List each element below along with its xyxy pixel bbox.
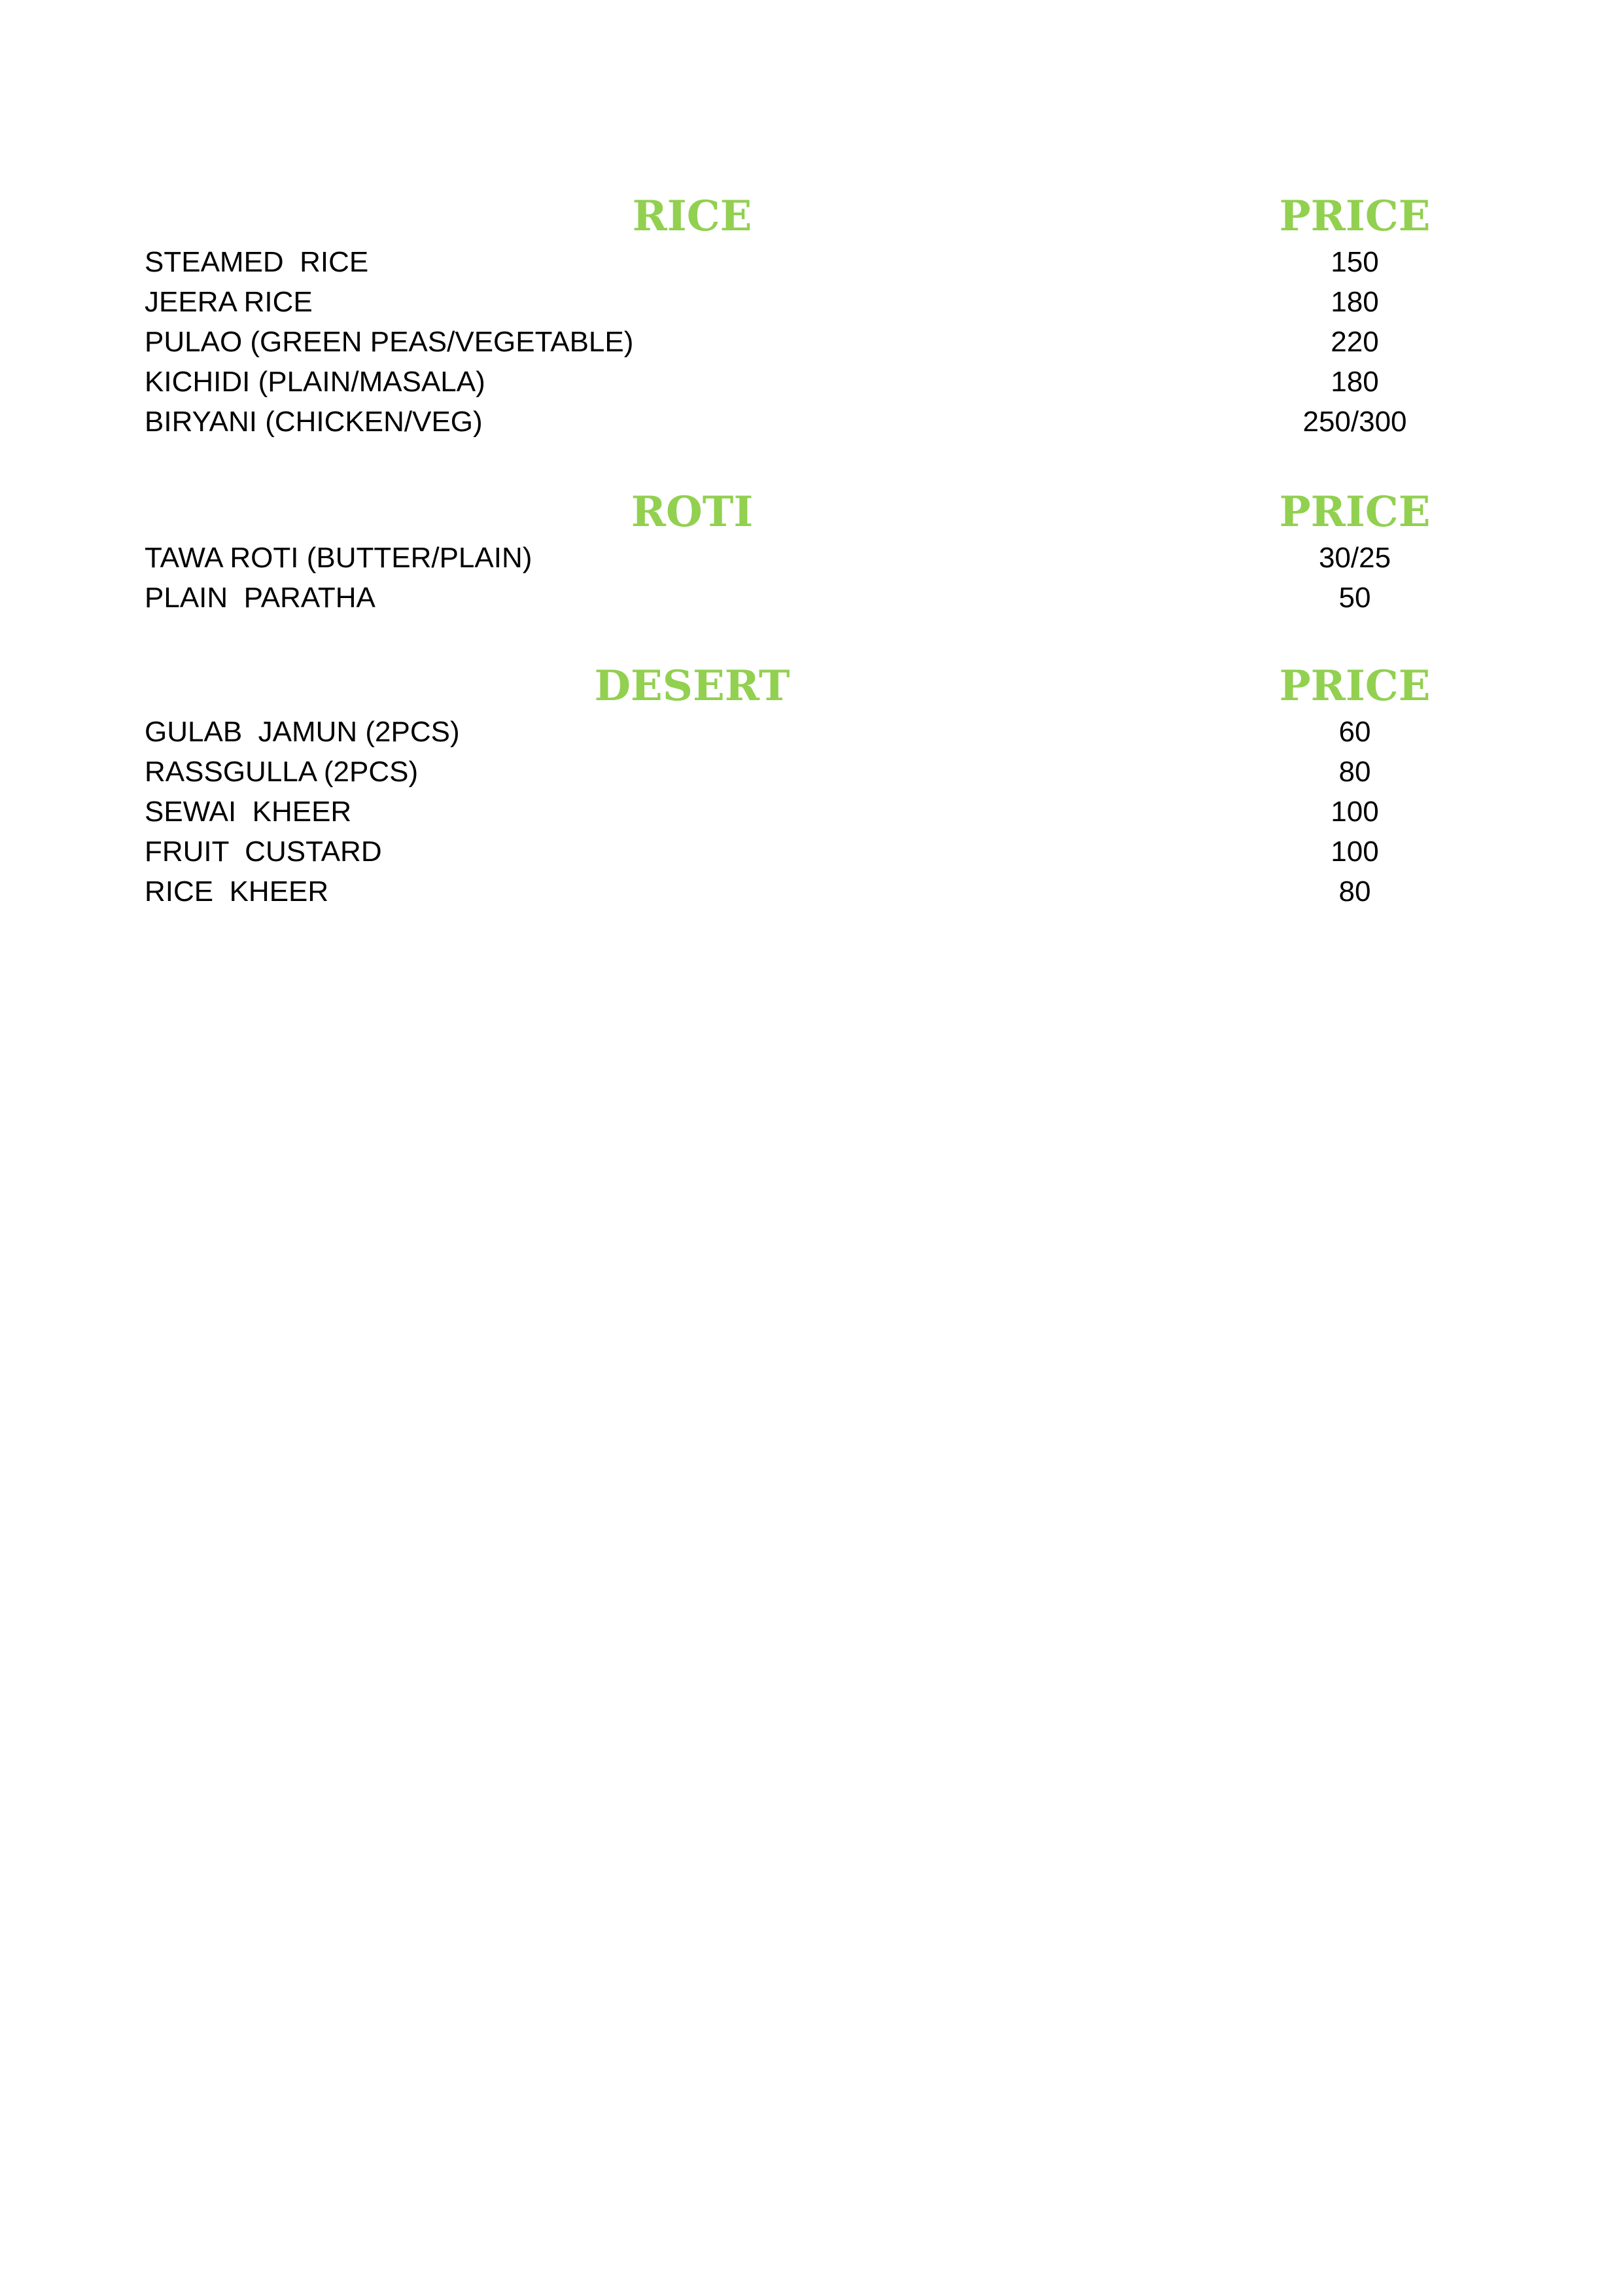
section-roti xyxy=(0,487,1623,618)
item-name: SEWAI KHEER xyxy=(145,796,352,828)
item-name: JEERA RICE xyxy=(145,286,313,318)
menu-item-row xyxy=(0,402,1623,442)
menu-item-row xyxy=(0,832,1623,872)
section-title: DESERT xyxy=(594,662,790,711)
item-name: BIRYANI (CHICKEN/VEG) xyxy=(145,406,483,438)
item-price: 150 xyxy=(1331,246,1379,278)
section-title: ROTI xyxy=(631,487,754,537)
menu-item-row xyxy=(0,752,1623,792)
menu-item-row xyxy=(0,282,1623,322)
item-name: STEAMED RICE xyxy=(145,246,369,278)
item-price: 30/25 xyxy=(1318,542,1391,574)
item-name: KICHIDI (PLAIN/MASALA) xyxy=(145,366,485,398)
item-name: GULAB JAMUN (2PCS) xyxy=(145,716,460,748)
item-name: PLAIN PARATHA xyxy=(145,582,375,614)
item-price: 50 xyxy=(1338,582,1371,614)
item-name: PULAO (GREEN PEAS/VEGETABLE) xyxy=(145,326,634,358)
item-price: 100 xyxy=(1331,796,1379,828)
item-name: FRUIT CUSTARD xyxy=(145,836,382,868)
section-desert xyxy=(0,661,1623,911)
item-price: 250/300 xyxy=(1302,406,1407,438)
menu-item-row xyxy=(0,712,1623,752)
item-price: 80 xyxy=(1338,756,1371,788)
section-header xyxy=(0,661,1623,712)
item-price: 220 xyxy=(1331,326,1379,358)
menu-item-row xyxy=(0,322,1623,362)
item-price: 180 xyxy=(1331,286,1379,318)
section-rice xyxy=(0,191,1623,442)
section-title: RICE xyxy=(632,192,752,241)
price-column-header: PRICE xyxy=(1279,662,1431,711)
price-column-header: PRICE xyxy=(1279,192,1431,241)
item-price: 100 xyxy=(1331,836,1379,868)
menu-item-row xyxy=(0,578,1623,618)
menu-item-row xyxy=(0,792,1623,832)
menu-item-row xyxy=(0,242,1623,282)
section-header xyxy=(0,191,1623,242)
menu-item-row xyxy=(0,872,1623,911)
menu-item-row xyxy=(0,362,1623,402)
item-name: RASSGULLA (2PCS) xyxy=(145,756,419,788)
item-name: TAWA ROTI (BUTTER/PLAIN) xyxy=(145,542,532,574)
item-price: 60 xyxy=(1338,716,1371,748)
menu-item-row xyxy=(0,538,1623,578)
item-name: RICE KHEER xyxy=(145,875,329,908)
item-price: 80 xyxy=(1338,875,1371,908)
section-header xyxy=(0,487,1623,538)
item-price: 180 xyxy=(1331,366,1379,398)
price-column-header: PRICE xyxy=(1279,487,1431,537)
